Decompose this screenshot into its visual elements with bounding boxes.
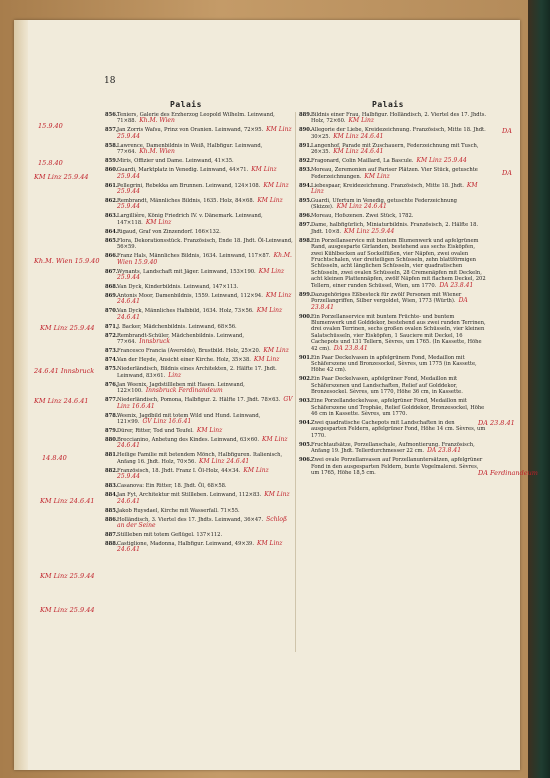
entry-description: Rembrandt-Schüler, Mädchenbildnis. Leinwand, 77×64. Innsbruck xyxy=(117,332,245,346)
catalog-entry xyxy=(105,437,293,450)
catalog-entry xyxy=(299,198,487,211)
entry-description: Wynants, Landschaft mit Jäger. Leinwand, 153×190. KM Linz 25.9.44 xyxy=(117,267,285,282)
entry-description: Niederländisch, Bildnis eines Architekten, 2. Hälfte 17. Jhdt. Leinwand, 83×61. Linz xyxy=(117,366,277,379)
entry-description: Eine Porzellandeckelvase, apfelgrüner Fond, Medaillon mit Schäferszene und Trophäe, Relief Golddekor, Bronzesockel, Höhe 46 cm in Kassette. Sèvres, um 1770. xyxy=(311,398,485,417)
handwritten-annotation: KM Linz 24.6.41 xyxy=(198,457,250,465)
margin-note: KM Linz 24.6.41 xyxy=(40,497,95,505)
entry-number: 898. xyxy=(299,237,312,244)
catalog-entry xyxy=(105,269,293,282)
handwritten-annotation: KM Linz xyxy=(253,356,280,364)
handwritten-annotation: DA 23.8.41 xyxy=(427,447,462,455)
handwritten-annotation: KM Linz 24.6.41 xyxy=(117,435,288,450)
handwritten-annotation: KM Linz 24.6.41 xyxy=(117,292,292,306)
entry-number: 857. xyxy=(105,127,118,134)
entry-description: Jan Zorris Wafsu, Prinz von Oranien. Leinwand, 72×95. KM Linz 25.9.44 xyxy=(117,126,292,140)
margin-note: 15.9.40 xyxy=(38,122,63,130)
entry-number: 900. xyxy=(299,313,312,320)
entry-number: 858. xyxy=(105,142,118,149)
entry-description: Weenix, Jagdbild mit totem Wild und Hund. Leinwand, 121×99. GV Linz 16.6.41 xyxy=(117,412,261,425)
entry-number: 902. xyxy=(299,376,312,383)
catalog-entry xyxy=(299,167,487,180)
entry-number: 887. xyxy=(105,531,118,538)
entry-description: Heilige Familie mit betendem Mönch, Halbfiguren. Italienisch, Anfang 16. Jhdt. Holz, 70×56. KM Linz 24.6.41 xyxy=(117,452,283,465)
entry-description: Dame, halbfigürlich, Miniaturbildnis. Französisch, 2. Hälfte 18. Jhdt. 10×8. KM Linz 25.9.44 xyxy=(311,222,479,235)
handwritten-annotation: KM Linz 25.9.44 xyxy=(117,466,269,481)
entry-number: 859. xyxy=(105,158,118,165)
handwritten-annotation: KM Linz 24.6.41 xyxy=(333,148,384,156)
handwritten-annotation: KM Linz 25.9.44 xyxy=(344,227,395,235)
catalog-entry xyxy=(299,292,487,311)
catalog-entry xyxy=(105,158,293,164)
catalog-entry xyxy=(299,127,487,140)
catalog-entry xyxy=(299,183,487,196)
left-column-heading: Palais xyxy=(170,100,202,109)
entry-description: Jan Fyt, Architektur mit Stillleben. Leinwand, 112×83. KM Linz 24.6.41 xyxy=(117,491,290,505)
handwritten-annotation: Kh.M. Wien xyxy=(139,148,175,156)
catalog-entry xyxy=(105,167,293,180)
entry-description: Holländisch, 3. Viertel des 17. Jhdts. Leinwand, 36×47. Schloß an der Seine xyxy=(117,515,287,529)
catalog-entry xyxy=(299,158,487,164)
entry-description: Niederländisch, Pomona, Halbfigur. 2. Hälfte 17. Jhdt. 78×63. GV Linz 16.6.41 xyxy=(117,396,293,410)
entry-number: 904. xyxy=(299,419,312,426)
catalog-entry xyxy=(105,357,293,363)
entry-description: Ein Porzellanservice mit buntem Früchte- und buntem Blumenwerk und Golddekor, bestehend aus zwei runden Terrinen, drei ovalen Terrinen, sechs großen ovalen Schüsseln, vier kleinen Salatschüsseln, vier Eisköpfen, 1 Sauciere mit Deckel, 16 Cachepots und 131 Tellern, Sèvres, um 1765. (In Kassette, Höhe 42 cm). DA 23.8.41 xyxy=(311,313,486,352)
handwritten-annotation: KM Linz 25.9.44 xyxy=(416,157,467,165)
entry-description: Dürer, Ritter, Tod und Teufel. KM Linz xyxy=(117,426,223,434)
catalog-entry xyxy=(105,366,293,379)
entry-number: 895. xyxy=(299,198,312,205)
page-gutter xyxy=(14,20,28,770)
handwritten-annotation: GV Linz 16.6.41 xyxy=(142,417,192,425)
entry-number: 893. xyxy=(299,167,312,174)
catalog-entry xyxy=(105,517,293,530)
entry-number: 874. xyxy=(105,357,118,364)
entry-number: 901. xyxy=(299,354,312,361)
entry-number: 886. xyxy=(105,516,118,523)
entry-number: 891. xyxy=(299,142,312,149)
handwritten-annotation: KM Linz 24.6.41 xyxy=(117,491,290,505)
entry-description: Miris, Offizier und Dame. Leinwand, 41×35. xyxy=(117,158,234,165)
catalog-entry xyxy=(105,492,293,505)
catalog-entry xyxy=(105,183,293,196)
entry-description: Pellegrini, Rebekka am Brunnen. Leinwand, 124×108. KM Linz 25.9.44 xyxy=(117,181,289,196)
column-divider xyxy=(295,112,296,652)
entry-number: 870. xyxy=(105,308,118,315)
catalog-entry xyxy=(105,143,293,156)
entry-description: Rigaud, Graf von Zinzendorf. 166×132. xyxy=(117,228,221,235)
handwritten-annotation: KM Linz 24.6.41 xyxy=(333,132,384,140)
catalog-entry xyxy=(105,253,293,266)
handwritten-annotation: KM Linz xyxy=(348,117,375,125)
entry-description: Guardi, Ufertum in Venedig, getuschte Federzeichnung (Skizze). KM Linz 24.6.41 xyxy=(311,198,458,211)
handwritten-annotation: KM Linz xyxy=(311,181,478,196)
entry-description: Fruchtaufsätze, Porzellanschale, Aufmontierung. Französisch, Anfang 19. Jhdt. Tellerdurchmesser 22 cm. DA 23.8.41 xyxy=(311,441,475,455)
entry-number: 876. xyxy=(105,381,118,388)
handwritten-annotation: Innsbruck xyxy=(139,338,170,346)
handwritten-annotation: Schloß an der Seine xyxy=(117,515,287,529)
entry-number: 889. xyxy=(299,112,312,118)
entry-number: 879. xyxy=(105,427,118,434)
catalog-entry xyxy=(105,428,293,434)
catalog-entry xyxy=(299,112,487,125)
entry-number: 906. xyxy=(299,457,312,464)
entry-description: Liebespaar, Kreidezeichnung. Französisch, Mitte 18. Jhdt. KM Linz xyxy=(311,181,478,196)
catalog-entry xyxy=(105,541,293,554)
catalog-entry xyxy=(105,308,293,321)
entry-description: Guardi, Marktplatz in Venedig. Leinwand, 44×71. KM Linz 25.9.44 xyxy=(117,166,277,180)
entry-number: 881. xyxy=(105,452,118,459)
handwritten-annotation: DA 23.8.41 xyxy=(311,297,468,311)
entry-number: 861. xyxy=(105,182,118,189)
margin-note: KM Linz 25.9.44 xyxy=(40,572,95,580)
entry-description: Bildnis einer Frau, Halbfigur. Holländisch, 2. Viertel des 17. Jhdts. Holz, 72×60. KM Linz xyxy=(311,112,487,125)
entry-number: 890. xyxy=(299,127,312,134)
entry-description: Ein Paar Deckelvasen, apfelgrüner Fond, Medaillon mit Schäferszenen und Landschaften, Relief auf Golddekor, Bronzesockel. Sèvres, um 1770, Höhe 36 cm, in Kassette. xyxy=(311,376,463,396)
catalog-entry xyxy=(105,508,293,514)
catalog-entry xyxy=(299,238,487,289)
entry-description: Zwei quadratische Cachepots mit Landschaften in den ausgesparten Feldern, apfelgrüner Fond, Höhe 14 cm. Sèvres, um 1770. xyxy=(311,419,486,439)
entry-number: 897. xyxy=(299,222,312,229)
entry-number: 867. xyxy=(105,268,118,275)
catalog-entry xyxy=(299,213,487,219)
handwritten-annotation: KM Linz 25.9.44 xyxy=(117,181,289,196)
entry-number: 863. xyxy=(105,213,118,220)
entry-number: 877. xyxy=(105,397,118,404)
catalog-entry xyxy=(105,112,293,125)
catalog-entry xyxy=(299,355,487,374)
catalog-entry xyxy=(299,314,487,352)
margin-note: 14.8.40 xyxy=(42,454,67,462)
entry-description: Franz Hals, Männliches Bildnis, 1634. Leinwand, 117×87. Kh.M. Wien 15.9.40 xyxy=(117,252,292,266)
entry-number: 871. xyxy=(105,323,118,330)
handwritten-annotation: GV Linz 16.6.41 xyxy=(117,396,293,410)
entry-description: Breccianino, Anbetung des Kindes. Leinwand, 63×60. KM Linz 24.6.41 xyxy=(117,435,288,450)
catalog-entry xyxy=(299,222,487,235)
catalog-entry xyxy=(105,284,293,290)
entry-description: Van der Heyde, Ansicht einer Kirche. Holz, 35×38. KM Linz xyxy=(117,356,280,364)
entry-description: Langenhof, Parade mit Zuschauern, Federzeichnung mit Tusch, 26×35. KM Linz 24.6.41 xyxy=(311,142,479,156)
margin-note: 24.6.41 Innsbruck xyxy=(34,367,95,375)
catalog-entry xyxy=(105,198,293,211)
handwritten-annotation: KM Linz 24.6.41 xyxy=(336,203,387,211)
handwritten-annotation: KM Linz 25.9.44 xyxy=(117,126,292,140)
right-column-heading: Palais xyxy=(372,100,404,109)
entry-number: 905. xyxy=(299,441,312,448)
entry-number: 884. xyxy=(105,492,118,499)
margin-note: KM Linz 25.9.44 xyxy=(40,606,95,614)
catalog-entry xyxy=(299,143,487,156)
entry-description: Van Dyck, Kinderbildnis. Leinwand, 147×113. xyxy=(117,284,239,291)
entry-description: Ein Paar Deckelvasen in apfelgrünem Fond, Medaillon mit Schäferszene und Bronzesockel, Sèvres, um 1775 (in Kassette, Höhe 42 cm). xyxy=(311,354,477,374)
handwritten-annotation: Kh.M. Wien xyxy=(139,117,175,125)
entry-description: Largillière, König Friedrich IV. v. Dänemark. Leinwand, 147×118. KM Linz xyxy=(117,213,263,226)
catalog-entry xyxy=(105,468,293,481)
handwritten-annotation: KM Linz xyxy=(145,218,172,226)
entry-description: Teniers, Galerie des Erzherzog Leopold Wilhelm. Leinwand, 71×88. Kh.M. Wien xyxy=(117,112,275,125)
handwritten-annotation: Linz xyxy=(168,371,182,379)
entry-number: 899. xyxy=(299,291,312,298)
catalog-entry xyxy=(105,333,293,346)
entry-number: 878. xyxy=(105,412,118,419)
catalog-entry xyxy=(105,397,293,410)
entry-description: Flora, Dekorationsstück. Französisch, Ende 18. Jhdt. Öl-Leinwand, 56×59. xyxy=(117,237,293,251)
entry-number: 896. xyxy=(299,213,312,220)
page-number: 18 xyxy=(104,76,116,86)
margin-note: DA Ferdinandeum xyxy=(478,469,538,477)
entry-number: 892. xyxy=(299,158,312,165)
entry-number: 869. xyxy=(105,293,118,300)
entry-number: 894. xyxy=(299,182,312,189)
entry-number: 875. xyxy=(105,366,118,373)
entry-number: 868. xyxy=(105,284,118,291)
entry-description: Casanova: Ein Ritter, 18. Jhdt. Öl, 68×58. xyxy=(117,483,227,490)
entry-number: 880. xyxy=(105,436,118,443)
entry-description: Stillleben mit totem Geflügel. 137×112. xyxy=(117,531,223,538)
entry-number: 872. xyxy=(105,332,118,339)
handwritten-annotation: Kh.M. Wien 15.9.40 xyxy=(117,252,292,266)
margin-note: 15.8.40 xyxy=(38,159,63,167)
entry-number: 903. xyxy=(299,398,312,405)
handwritten-annotation: KM Linz xyxy=(263,347,289,355)
catalog-entry xyxy=(299,442,487,455)
catalog-entry xyxy=(299,420,487,439)
handwritten-annotation: KM Linz 25.9.44 xyxy=(117,267,285,282)
handwritten-annotation: KM Linz xyxy=(196,426,223,434)
catalog-entry xyxy=(105,348,293,354)
handwritten-annotation: KM Linz 25.9.44 xyxy=(117,197,283,211)
entry-description: Fragonard, Colin Maillard, La Bascule. KM Linz 25.9.44 xyxy=(311,157,467,165)
entry-description: Dazugehöriges Eßbesteck für zwölf Personen mit Wiener Porzellangriffen, Silber vergoldet, Wien, 1773 (Würth). DA 23.8.41 xyxy=(311,291,468,311)
left-column xyxy=(105,112,293,556)
entry-description: Francesco Francia (Averoldo), Brustbild. Holz, 25×20. KM Linz xyxy=(117,347,289,355)
catalog-entry xyxy=(299,457,487,476)
margin-note: Kh.M. Wien 15.9.40 xyxy=(34,257,100,265)
catalog-entry xyxy=(105,483,293,489)
entry-description: Antonis Moor, Damenbildnis, 1559. Leinwand, 112×94. KM Linz 24.6.41 xyxy=(117,292,292,306)
handwritten-annotation: KM Linz 25.9.44 xyxy=(117,166,277,180)
entry-description: Rembrandt, Männliches Bildnis, 1635. Holz, 84×68. KM Linz 25.9.44 xyxy=(117,197,283,211)
entry-number: 873. xyxy=(105,348,118,355)
handwritten-annotation: Innsbruck Ferdinandeum xyxy=(145,387,223,395)
catalog-entry xyxy=(105,452,293,465)
catalog-entry xyxy=(105,238,293,251)
catalog-entry xyxy=(105,382,293,395)
catalog-entry xyxy=(105,293,293,306)
margin-note: DA xyxy=(502,169,512,177)
handwritten-annotation: KM Linz 24.6.41 xyxy=(117,307,283,321)
handwritten-annotation: KM Linz 24.6.41 xyxy=(117,539,283,554)
margin-note: DA xyxy=(502,127,512,135)
catalog-entry xyxy=(105,324,293,330)
entry-number: 866. xyxy=(105,253,118,260)
entry-number: 862. xyxy=(105,198,118,205)
catalog-entry xyxy=(105,413,293,426)
entry-description: Zwei ovale Porzellanvasen auf Porzellanuntersätzen, apfelgrüner Fond in den ausgesparten Feldern, bunte Vogelmalerei. Sèvres, um 1765, Höhe 18,5 cm. xyxy=(311,457,483,476)
right-column xyxy=(299,112,487,479)
margin-note: KM Linz 24.6.41 xyxy=(34,397,89,405)
entry-description: Jakob Ruysdael, Kirche mit Wasserfall. 71×55. xyxy=(117,507,240,514)
entry-number: 864. xyxy=(105,228,118,235)
entry-description: Französisch, 18. Jhdt. Franz I. Öl-Holz, 44×34. KM Linz 25.9.44 xyxy=(117,466,269,481)
margin-note: DA 23.8.41 xyxy=(478,419,515,427)
entry-description: Moreau, Zeremonien auf Pariser Plätzen. Vier Stück, getuschte Federzeichnungen. KM Linz xyxy=(311,167,478,180)
entry-number: 883. xyxy=(105,483,118,490)
entry-description: Moreau, Hofszenen. Zwei Stück, 1782. xyxy=(311,213,414,220)
entry-description: Van Dyck, Männliches Halbbild, 1634. Holz, 73×56. KM Linz 24.6.41 xyxy=(117,307,283,321)
entry-number: 856. xyxy=(105,112,118,118)
catalog-entry xyxy=(105,127,293,140)
entry-description: Lawrence, Damenbildnis in Weiß, Halbfigur. Leinwand, 77×64. Kh.M. Wien xyxy=(117,142,263,156)
entry-number: 860. xyxy=(105,167,118,174)
catalog-entry xyxy=(299,376,487,395)
entry-description: Allegorie der Liebe, Kreidezeichnung. Französisch, Mitte 18. Jhdt. 30×25. KM Linz 24.6.41 xyxy=(311,127,486,140)
entry-number: 888. xyxy=(105,540,118,547)
handwritten-annotation: DA 23.8.41 xyxy=(333,344,368,352)
catalog-entry xyxy=(105,213,293,226)
margin-note: KM Linz 25.9.44 xyxy=(40,324,95,332)
entry-description: Jan Weenix, Jagdstillleben mit Hasen. Leinwand, 122×100. Innsbruck Ferdinandeum xyxy=(117,381,245,395)
entry-number: 882. xyxy=(105,467,118,474)
book-spine xyxy=(528,0,550,778)
entry-description: J. Backer, Mädchenbildnis. Leinwand, 68×56. xyxy=(117,323,237,330)
catalog-entry xyxy=(105,229,293,235)
entry-number: 865. xyxy=(105,237,118,244)
handwritten-annotation: KM Linz xyxy=(364,172,390,180)
entry-description: Castiglione, Madonna, Halbfigur. Leinwand, 49×39. KM Linz 24.6.41 xyxy=(117,539,283,554)
entry-number: 885. xyxy=(105,507,118,514)
catalog-entry xyxy=(299,398,487,417)
catalog-entry xyxy=(105,532,293,538)
entry-description: Ein Porzellanservice mit buntem Blumenwerk und apfelgrünem Rand, ausgesparte Girlanden, bestehend aus sechs Eisköpfen, zwei Kühlbecken auf Sockelfüßen, vier Näpfen, zwei ovalen Fruchtschalen, vier dreiteiligen Schüsseln, zehn blattförmigen Schüsseln, acht länglichen Schüsseln, vier quadratischen Schüsseln, zwei ovalen Schüsseln, 28 Cremenäpfen mit Deckeln, acht kleinen Plattennäpfen, zwölf Näpfen mit flachem Deckel, 202 Tellern, einer runden Schüssel, Wien, um 1770. DA 23.8.41 xyxy=(311,237,486,289)
handwritten-annotation: DA 23.8.41 xyxy=(439,281,474,289)
margin-note: KM Linz 25.9.44 xyxy=(34,173,89,181)
